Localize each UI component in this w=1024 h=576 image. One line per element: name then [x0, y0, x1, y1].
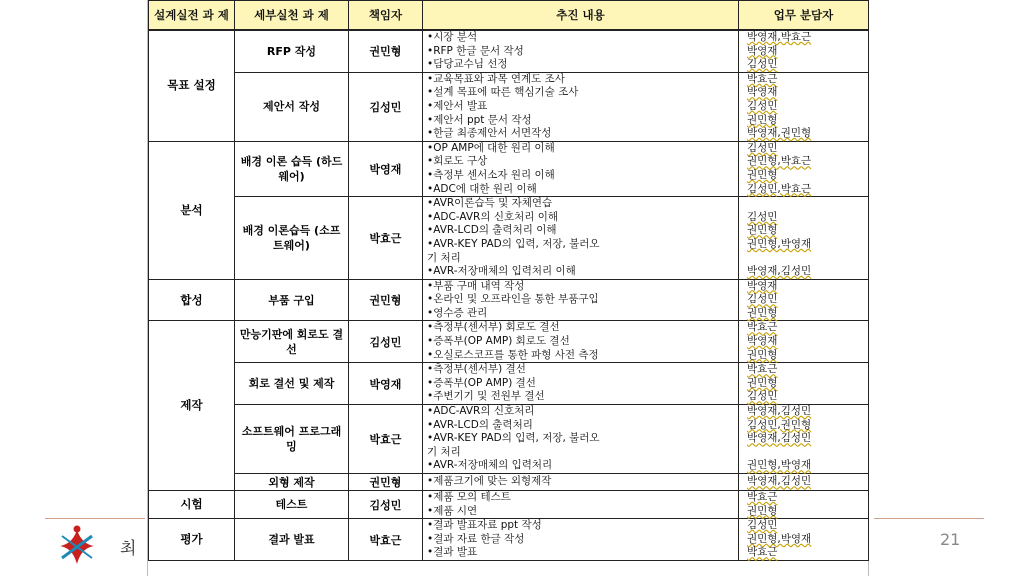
assignee-name: 권민형,박영재	[747, 532, 812, 545]
assignee-line	[747, 127, 864, 141]
content-line: 기 처리	[427, 445, 461, 458]
assignee-name: 김성민	[747, 210, 778, 223]
assignee-name: 박영재	[747, 279, 778, 292]
content-line: •제안서 ppt 문서 작성	[427, 113, 532, 126]
design-task-cell: 분석	[149, 141, 235, 279]
content-cell	[423, 321, 739, 363]
detail-task-cell: RFP 작성	[235, 30, 349, 72]
assignee-name: 박영재	[747, 335, 778, 348]
assignee-line	[747, 519, 864, 533]
assignee-name: 김성민	[747, 293, 778, 306]
content-line: •RFP 한글 문서 작성	[427, 44, 524, 57]
detail-task-cell: 제안서 작성	[235, 72, 349, 141]
content-line: •AVR-저장매체의 입력처리	[427, 459, 553, 472]
content-line: •영수증 관리	[427, 306, 488, 319]
content-line: •담당교수님 선정	[427, 58, 508, 71]
assignee-cell	[739, 72, 869, 141]
assignee-line	[747, 432, 864, 446]
detail-task-cell: 배경 이론 습득 (하드웨어)	[235, 141, 349, 196]
assignee-name: 박효근	[747, 321, 778, 334]
owner-cell: 박효근	[349, 519, 423, 561]
assignee-name: 김성민	[747, 58, 778, 71]
content-line: •AVR-KEY PAD의 입력, 저장, 불러오	[427, 432, 600, 445]
footer-divider-left	[45, 518, 145, 519]
assignee-line	[747, 335, 864, 349]
assignee-name: 권민형	[747, 224, 778, 237]
assignee-name: 박효근	[747, 546, 778, 559]
detail-task-cell: 만능기판에 회로도 결선	[235, 321, 349, 363]
assignee-line	[747, 252, 864, 266]
assignee-line	[747, 31, 864, 45]
task-table	[148, 0, 869, 561]
content-line: •제안서 발표	[427, 99, 488, 112]
content-line: •증폭부(OP AMP) 결선	[427, 376, 536, 389]
assignee-name: 김성민	[747, 519, 778, 532]
page-number: 21	[940, 530, 961, 549]
owner-cell: 김성민	[349, 321, 423, 363]
table-header-row	[149, 1, 869, 31]
content-line: •측정부 센서소자 원리 이해	[427, 168, 555, 181]
assignee-name: 김성민,권민형	[747, 418, 812, 431]
footer-divider-right	[874, 518, 984, 519]
assignee-line	[747, 155, 864, 169]
content-cell	[423, 72, 739, 141]
assignee-cell	[739, 30, 869, 72]
assignee-line	[747, 321, 864, 335]
content-line: •결과 발표	[427, 546, 478, 559]
assignee-line	[747, 169, 864, 183]
assignee-cell	[739, 405, 869, 474]
content-line: •결과 자료 한글 작성	[427, 532, 525, 545]
content-cell	[423, 405, 739, 474]
content-line: •측정부(센서부) 결선	[427, 363, 526, 376]
content-line: •회로도 구상	[427, 155, 488, 168]
content-cell	[423, 279, 739, 321]
header-detail-task: 세부실천 과 제	[235, 1, 349, 31]
assignee-name: 박효근	[747, 491, 778, 503]
owner-cell: 김성민	[349, 72, 423, 141]
task-table-container	[147, 0, 869, 576]
assignee-line	[747, 459, 864, 473]
assignee-line	[747, 265, 864, 279]
detail-task-cell: 회로 결선 및 제작	[235, 363, 349, 405]
table-row	[149, 30, 869, 72]
assignee-name: 김성민,박효근	[747, 182, 812, 195]
content-line: •AVR-KEY PAD의 입력, 저장, 불러오	[427, 237, 600, 250]
assignee-name: 김성민	[747, 99, 778, 112]
design-task-cell: 시험	[149, 491, 235, 519]
assignee-line	[747, 377, 864, 391]
assignee-line	[747, 491, 864, 505]
assignee-line	[747, 446, 864, 460]
owner-cell: 권민형	[349, 279, 423, 321]
assignee-line	[747, 58, 864, 72]
content-line: •측정부(센서부) 회로도 결선	[427, 321, 560, 334]
table-row	[149, 519, 869, 561]
table-row	[149, 474, 869, 491]
assignee-name: 박영재,박효근	[747, 31, 812, 43]
assignee-cell	[739, 197, 869, 280]
content-line: •AVR이론습득 및 자체연습	[427, 197, 553, 210]
assignee-line	[747, 280, 864, 294]
assignee-line	[747, 505, 864, 519]
assignee-line	[747, 405, 864, 419]
content-cell	[423, 474, 739, 491]
assignee-name: 박영재,권민형	[747, 127, 812, 140]
assignee-name: 권민형	[747, 376, 778, 389]
assignee-line	[747, 238, 864, 252]
table-row	[149, 279, 869, 321]
assignee-line	[747, 533, 864, 547]
assignee-name: 권민형,박영재	[747, 237, 812, 250]
detail-task-cell: 결과 발표	[235, 519, 349, 561]
assignee-cell	[739, 474, 869, 491]
content-line: •오실로스코프를 통한 파형 사전 측정	[427, 348, 599, 361]
header-design-task: 설계실전 과 제	[149, 1, 235, 31]
content-line: •부품 구매 내역 작성	[427, 279, 525, 292]
assignee-name: 박영재,김성민	[747, 405, 812, 418]
owner-cell: 박효근	[349, 405, 423, 474]
assignee-cell	[739, 279, 869, 321]
assignee-cell	[739, 363, 869, 405]
assignee-name: 권민형	[747, 504, 778, 517]
content-cell	[423, 491, 739, 519]
assignee-name: 김성민	[747, 141, 778, 154]
table-row	[149, 363, 869, 405]
assignee-line	[747, 293, 864, 307]
design-task-cell: 합성	[149, 279, 235, 321]
assignee-name: 박영재,김성민	[747, 475, 812, 488]
detail-task-cell: 테스트	[235, 491, 349, 519]
detail-task-cell: 외형 제작	[235, 474, 349, 491]
assignee-name: 권민형	[747, 306, 778, 319]
assignee-name: 박효근	[747, 363, 778, 376]
table-row	[149, 405, 869, 474]
content-line: •주변기기 및 전원부 결선	[427, 390, 545, 403]
assignee-name: 박효근	[747, 72, 778, 85]
assignee-name: 권민형,박영재	[747, 459, 812, 472]
assignee-name: 박영재,김성민	[747, 432, 812, 445]
content-line: •제품 모의 테스트	[427, 491, 511, 503]
assignee-line	[747, 114, 864, 128]
assignee-line	[747, 390, 864, 404]
logo-icon	[52, 524, 102, 568]
content-line: •결과 발표자료 ppt 작성	[427, 519, 542, 532]
header-assignees: 업무 분담자	[739, 1, 869, 31]
assignee-line	[747, 363, 864, 377]
assignee-line	[747, 183, 864, 197]
assignee-line	[747, 142, 864, 156]
assignee-line	[747, 45, 864, 59]
table-row	[149, 141, 869, 196]
content-line: •한글 최종제안서 서면작성	[427, 127, 552, 140]
assignee-cell	[739, 491, 869, 519]
assignee-name: 김성민	[747, 390, 778, 403]
header-content: 추진 내용	[423, 1, 739, 31]
table-row	[149, 491, 869, 519]
assignee-line	[747, 73, 864, 87]
design-task-cell: 목표 설정	[149, 30, 235, 141]
content-line: •제품크기에 맞는 외형제작	[427, 475, 552, 488]
content-cell	[423, 141, 739, 196]
table-body	[149, 30, 869, 560]
content-line: •시장 분석	[427, 31, 478, 43]
content-line: •AVR-LCD의 출력처리	[427, 418, 533, 431]
content-line: 기 처리	[427, 251, 461, 264]
table-row	[149, 321, 869, 363]
assignee-name: 박영재,김성민	[747, 265, 812, 278]
table-row	[149, 197, 869, 280]
content-line: •교육목표와 과목 연계도 조사	[427, 72, 565, 85]
assignee-name: 권민형,박효근	[747, 155, 812, 168]
owner-cell: 박영재	[349, 141, 423, 196]
assignee-line	[747, 197, 864, 211]
assignee-line	[747, 100, 864, 114]
owner-cell: 김성민	[349, 491, 423, 519]
content-line: •ADC에 대한 원리 이해	[427, 182, 537, 195]
assignee-name: 권민형	[747, 113, 778, 126]
owner-cell: 박효근	[349, 197, 423, 280]
detail-task-cell: 배경 이론습득 (소프트웨어)	[235, 197, 349, 280]
owner-cell: 권민형	[349, 30, 423, 72]
content-line: •AVR-LCD의 출력처리 이해	[427, 224, 557, 237]
header-owner: 책임자	[349, 1, 423, 31]
content-line: •제품 시연	[427, 504, 478, 517]
table-row	[149, 72, 869, 141]
assignee-name: 박영재	[747, 44, 778, 57]
owner-cell: 권민형	[349, 474, 423, 491]
content-cell	[423, 197, 739, 280]
assignee-line	[747, 307, 864, 321]
content-cell	[423, 519, 739, 561]
detail-task-cell: 부품 구입	[235, 279, 349, 321]
content-cell	[423, 363, 739, 405]
content-line: •AVR-저장매체의 입력처리 이해	[427, 265, 576, 278]
assignee-cell	[739, 141, 869, 196]
content-line: •ADC-AVR의 신호처리	[427, 405, 535, 418]
detail-task-cell: 소프트웨어 프로그래밍	[235, 405, 349, 474]
content-line: •OP AMP에 대한 원리 이해	[427, 141, 555, 154]
design-task-cell: 평가	[149, 519, 235, 561]
assignee-name: 권민형	[747, 168, 778, 181]
assignee-cell	[739, 519, 869, 561]
design-task-cell: 제작	[149, 321, 235, 491]
content-line: •온라인 및 오프라인을 통한 부품구입	[427, 293, 599, 306]
assignee-line	[747, 546, 864, 560]
assignee-cell	[739, 321, 869, 363]
content-line: •증폭부(OP AMP) 회로도 결선	[427, 335, 570, 348]
content-line: •ADC-AVR의 신호처리 이해	[427, 210, 559, 223]
assignee-line	[747, 475, 864, 489]
content-cell	[423, 30, 739, 72]
footer-text: 최	[120, 539, 137, 559]
assignee-line	[747, 224, 864, 238]
assignee-line	[747, 211, 864, 225]
assignee-name: 박영재	[747, 86, 778, 99]
content-line: •설계 목표에 따른 핵심기술 조사	[427, 86, 579, 99]
assignee-line	[747, 349, 864, 363]
assignee-name: 권민형	[747, 348, 778, 361]
assignee-line	[747, 86, 864, 100]
owner-cell: 박영재	[349, 363, 423, 405]
assignee-line	[747, 419, 864, 433]
